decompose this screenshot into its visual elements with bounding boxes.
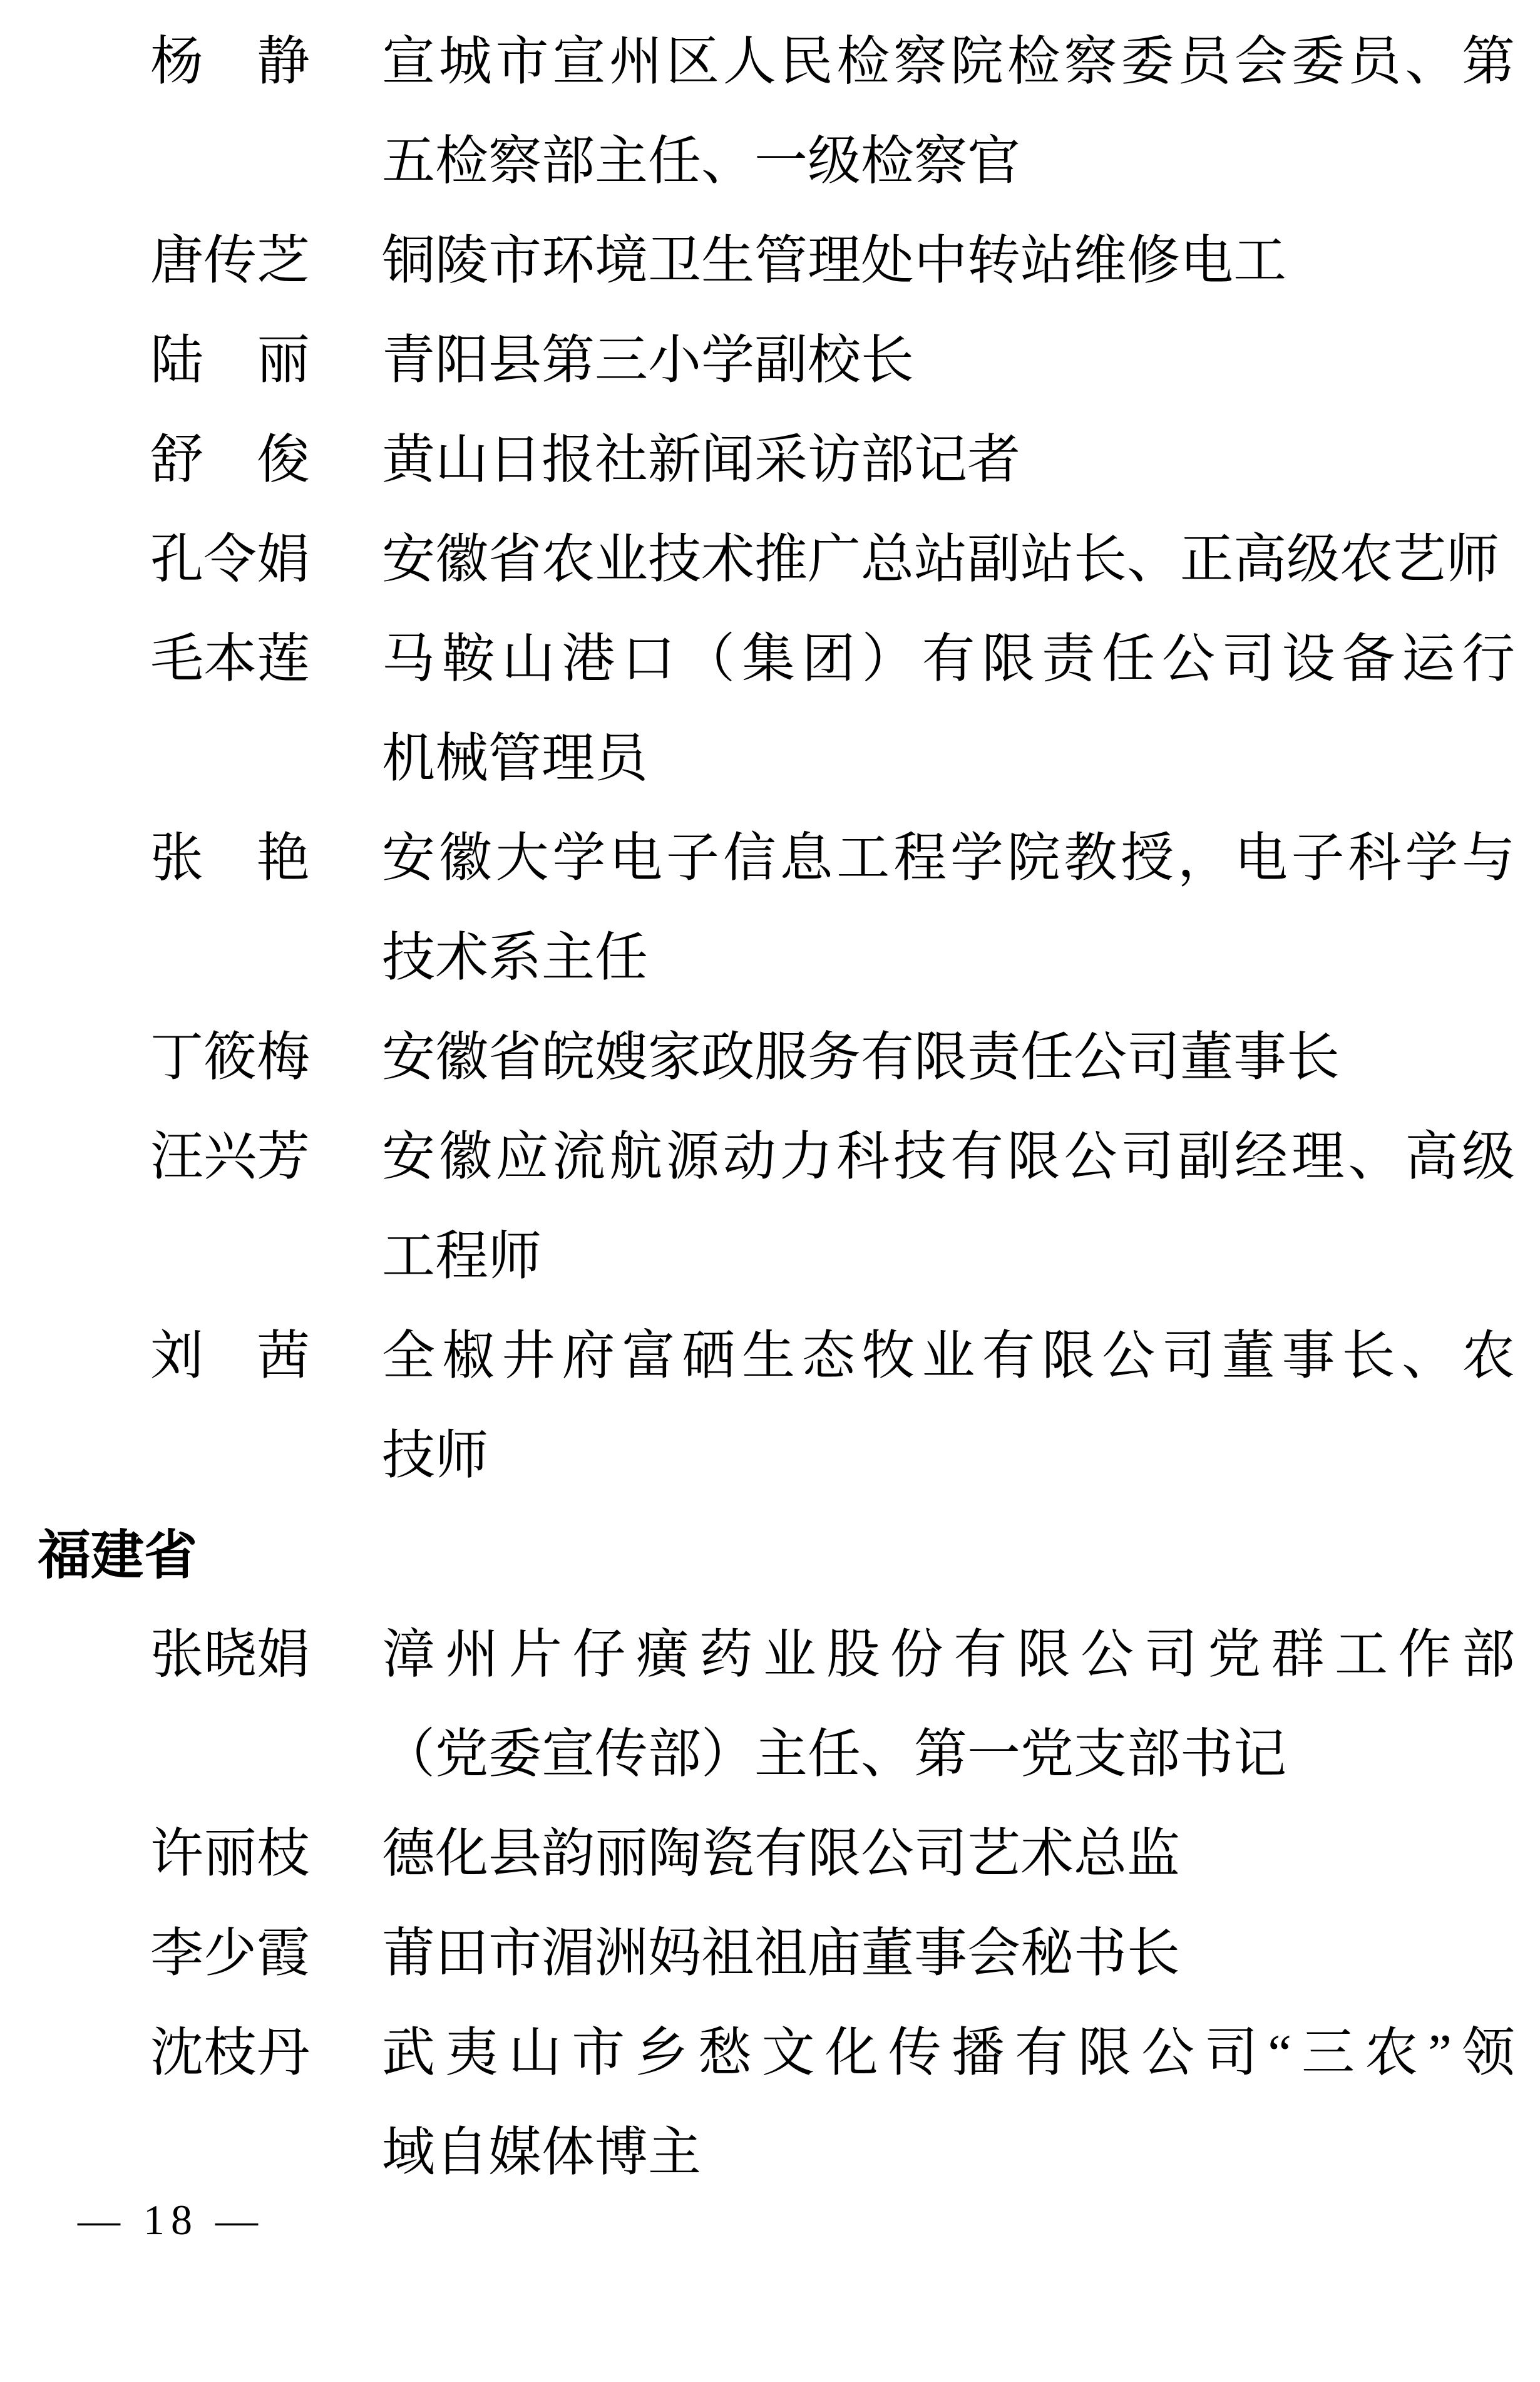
entry-description-line: 安徽大学电子信息工程学院教授，电子科学与	[382, 829, 1515, 888]
entry-description	[382, 2004, 1515, 2203]
entry-description-line: 莆田市湄洲妈祖祖庙董事会秘书长	[382, 1924, 1181, 1983]
page-number: — 18 —	[78, 2196, 264, 2244]
entry-description-line: 技术系主任	[382, 929, 649, 987]
entry-name: 汪兴芳	[150, 1128, 311, 1187]
entry-description-line: 铜陵市环境卫生管理处中转站维修电工	[382, 232, 1287, 291]
entry-description	[382, 212, 1515, 311]
entry-description-line: 机械管理员	[382, 730, 649, 788]
entry-description-line: 德化县韵丽陶瓷有限公司艺术总监	[382, 1825, 1181, 1884]
entry-name: 刘 茜	[150, 1327, 311, 1386]
entry-description-line: 五检察部主任、一级检察官	[382, 132, 1021, 191]
entry-description-line: 安徽省农业技术推广总站副站长、正高级农艺师	[382, 530, 1500, 589]
entry-row	[0, 1008, 1540, 1108]
entry-name: 张晓娟	[150, 1626, 311, 1684]
entry-description	[382, 1904, 1515, 2004]
entry-description	[382, 1008, 1515, 1108]
entry-description	[382, 610, 1515, 809]
entry-description-line: 全椒井府富硒生态牧业有限公司董事长、农	[382, 1327, 1515, 1386]
entry-description-line: 工程师	[382, 1227, 542, 1286]
entry-description-line: 安徽应流航源动力科技有限公司副经理、高级	[382, 1128, 1515, 1187]
entry-name: 唐传芝	[150, 232, 311, 291]
entry-row	[0, 212, 1540, 311]
entry-row	[0, 610, 1540, 809]
entry-name: 张 艳	[150, 829, 311, 888]
entry-name: 沈枝丹	[150, 2024, 311, 2083]
entry-name: 李少霞	[150, 1924, 311, 1983]
entry-row	[0, 809, 1540, 1008]
entry-row	[0, 411, 1540, 510]
entry-name: 丁筱梅	[150, 1028, 311, 1087]
entry-description	[382, 1307, 1515, 1506]
entry-description-line: 马鞍山港口（集团）有限责任公司设备运行	[382, 630, 1515, 689]
entry-description-line: 黄山日报社新闻采访部记者	[382, 431, 1021, 490]
entry-row	[0, 1108, 1540, 1307]
entry-description	[382, 809, 1515, 1008]
entry-row	[0, 1904, 1540, 2004]
entry-name: 毛本莲	[150, 630, 311, 689]
entry-row	[0, 1307, 1540, 1506]
entry-row	[0, 2004, 1540, 2203]
entry-description-line: 武夷山市乡愁文化传播有限公司“三农”领	[382, 2024, 1515, 2083]
entry-description	[382, 1606, 1515, 1805]
entry-description	[382, 510, 1515, 610]
entry-name: 杨 静	[150, 33, 311, 91]
section-header: 福建省	[38, 1526, 198, 1585]
entry-description	[382, 311, 1515, 411]
entry-description	[382, 1805, 1515, 1904]
entry-name: 舒 俊	[150, 431, 311, 490]
entry-name: 陆 丽	[150, 331, 311, 390]
entry-description-line: （党委宣传部）主任、第一党支部书记	[382, 1725, 1287, 1784]
entry-description-line: 漳州片仔癀药业股份有限公司党群工作部	[382, 1626, 1515, 1684]
entry-description	[382, 13, 1515, 212]
entry-description	[382, 1108, 1515, 1307]
entry-row	[0, 1606, 1540, 1805]
entry-description-line: 域自媒体博主	[382, 2123, 702, 2182]
entry-description-line: 安徽省皖嫂家政服务有限责任公司董事长	[382, 1028, 1340, 1087]
entry-row	[0, 510, 1540, 610]
entry-description-line: 技师	[382, 1426, 489, 1485]
entry-name: 孔令娟	[150, 530, 311, 589]
entry-row	[0, 1805, 1540, 1904]
entry-description	[382, 411, 1515, 510]
entry-row	[0, 13, 1540, 212]
entry-row	[0, 311, 1540, 411]
entry-description-line: 宣城市宣州区人民检察院检察委员会委员、第	[382, 33, 1515, 91]
entry-description-line: 青阳县第三小学副校长	[382, 331, 915, 390]
entry-name: 许丽枝	[150, 1825, 311, 1884]
